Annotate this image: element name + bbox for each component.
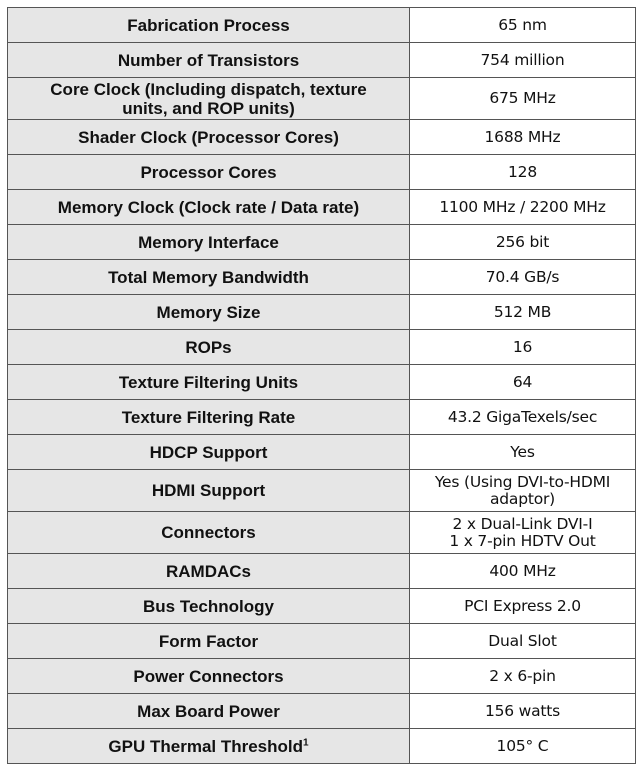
spec-value [410, 512, 636, 554]
spec-row-max-board-power [8, 694, 636, 729]
spec-label: ROPs [8, 330, 410, 365]
spec-row-bus-technology [8, 589, 636, 624]
spec-row-fabrication-process [8, 8, 636, 43]
spec-value: 400 MHz [410, 554, 636, 589]
spec-row-power-connectors [8, 659, 636, 694]
spec-value: 16 [410, 330, 636, 365]
spec-label: Texture Filtering Rate [8, 400, 410, 435]
spec-label: Fabrication Process [8, 8, 410, 43]
spec-value [410, 470, 636, 512]
spec-label: Memory Size [8, 295, 410, 330]
spec-row-gpu-thermal-threshold [8, 729, 636, 764]
spec-table-body [8, 8, 636, 764]
spec-row-ramdacs [8, 554, 636, 589]
spec-label: Processor Cores [8, 155, 410, 190]
spec-label: HDCP Support [8, 435, 410, 470]
spec-label: Connectors [8, 512, 410, 554]
spec-value-line: adaptor) [489, 489, 556, 508]
spec-value: 256 bit [410, 225, 636, 260]
spec-value: 70.4 GB/s [410, 260, 636, 295]
spec-value: 1100 MHz / 2200 MHz [410, 190, 636, 225]
spec-row-connectors [8, 512, 636, 554]
spec-value-line: 1 x 7-pin HDTV Out [449, 531, 596, 550]
spec-label: Shader Clock (Processor Cores) [8, 120, 410, 155]
spec-row-processor-cores [8, 155, 636, 190]
spec-label-line: Core Clock (Including dispatch, texture [50, 79, 367, 99]
spec-label: Texture Filtering Units [8, 365, 410, 400]
spec-row-texture-filtering-units [8, 365, 636, 400]
spec-value: Yes [410, 435, 636, 470]
spec-label-line: units, and ROP units) [122, 98, 295, 118]
spec-row-form-factor [8, 624, 636, 659]
spec-value: 43.2 GigaTexels/sec [410, 400, 636, 435]
spec-label: Memory Clock (Clock rate / Data rate) [8, 190, 410, 225]
spec-value: 156 watts [410, 694, 636, 729]
spec-label: RAMDACs [8, 554, 410, 589]
spec-row-memory-size [8, 295, 636, 330]
spec-label: Power Connectors [8, 659, 410, 694]
spec-label: Memory Interface [8, 225, 410, 260]
spec-value: 754 million [410, 43, 636, 78]
spec-value: 512 MB [410, 295, 636, 330]
spec-row-rops [8, 330, 636, 365]
spec-value: 1688 MHz [410, 120, 636, 155]
spec-value: Dual Slot [410, 624, 636, 659]
spec-row-memory-clock [8, 190, 636, 225]
spec-value: 128 [410, 155, 636, 190]
spec-row-hdmi-support [8, 470, 636, 512]
spec-label: Total Memory Bandwidth [8, 260, 410, 295]
gpu-spec-table [7, 7, 636, 764]
spec-label-text: GPU Thermal Threshold [108, 736, 304, 756]
spec-row-total-memory-bandwidth [8, 260, 636, 295]
footnote-marker: 1 [303, 736, 309, 748]
spec-value: 675 MHz [410, 78, 636, 120]
spec-value: 65 nm [410, 8, 636, 43]
spec-label [8, 729, 410, 764]
spec-label: Bus Technology [8, 589, 410, 624]
spec-row-shader-clock [8, 120, 636, 155]
spec-label: Form Factor [8, 624, 410, 659]
spec-label: HDMI Support [8, 470, 410, 512]
spec-value-line: 2 x Dual-Link DVI-I [452, 514, 593, 533]
spec-value: 64 [410, 365, 636, 400]
spec-label: Number of Transistors [8, 43, 410, 78]
spec-row-memory-interface [8, 225, 636, 260]
spec-value: 105° C [410, 729, 636, 764]
spec-label [8, 78, 410, 120]
spec-value: 2 x 6-pin [410, 659, 636, 694]
spec-row-core-clock [8, 78, 636, 120]
spec-value: PCI Express 2.0 [410, 589, 636, 624]
spec-row-number-of-transistors [8, 43, 636, 78]
spec-row-texture-filtering-rate [8, 400, 636, 435]
spec-label: Max Board Power [8, 694, 410, 729]
spec-value-line: Yes (Using DVI-to-HDMI [434, 472, 611, 491]
spec-row-hdcp-support [8, 435, 636, 470]
